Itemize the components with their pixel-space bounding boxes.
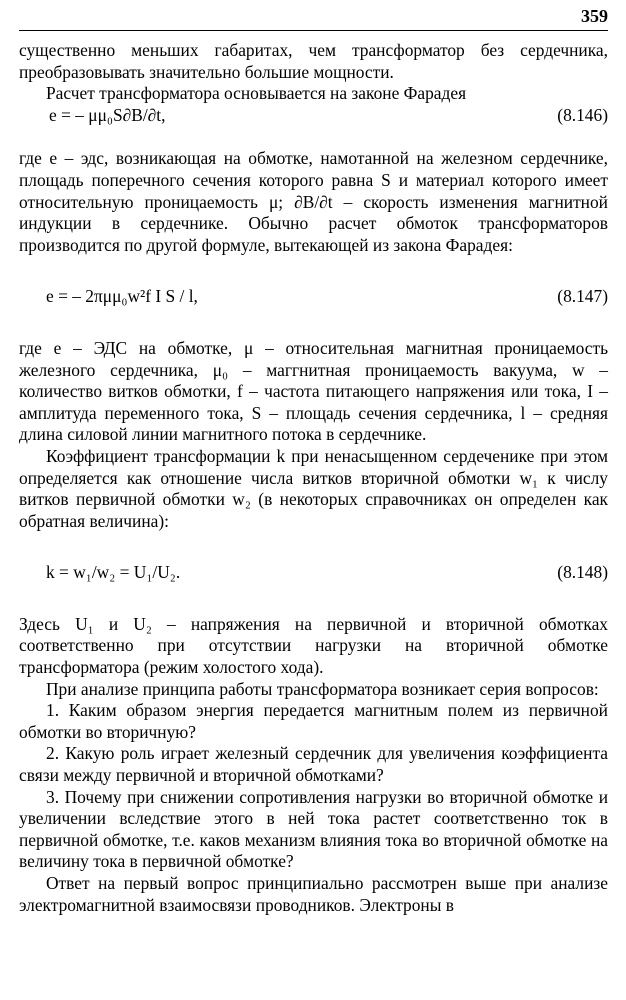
spacer [19, 256, 608, 286]
equation-8-147 [19, 286, 608, 308]
equation-number: (8.148) [557, 562, 608, 583]
paragraph-questions-intro: При анализе принципа работы трансформатора возникает серия вопросов: [46, 678, 599, 699]
equation-formula: e = – 2πμμ₀w²f I S / l, [46, 286, 198, 307]
paragraph-emf-definition: где e – эдс, возникающая на обмотке, намотанной на железном сердечнике, площадь поперечного сечения которого равна S и материал которого имеет относительную проницаемость μ; ∂B/∂t – скорость изменения магнитной индукции в сердечнике. Обычно расчет обмоток трансформаторов производится по другой формуле, вытекающей из закона Фарадея: [19, 148, 608, 255]
paragraph-faraday-intro: Расчет трансформатора основывается на законе Фарадея [46, 83, 467, 104]
equation-formula: k = w₁/w₂ = U₁/U₂. [46, 562, 181, 583]
paragraph-answer: Ответ на первый вопрос принципиально рассмотрен выше при анализе электромагнитной взаимосвязи проводников. Электроны в [19, 873, 608, 915]
question-3: 3. Почему при снижении сопротивления нагрузки во вторичной обмотке и увеличении вследствие этого в ней тока растет соответственно ток в первичной обмотке, т.е. каков механизм влияния тока во вторичной обмотке на величину тока в первичной обмотке? [19, 786, 608, 872]
spacer [19, 308, 608, 338]
paragraph-variables: где e – ЭДС на обмотке, μ – относительная магнитная проницаемость железного сердечника, μ₀ – маггнитная проницаемость вакуума, w – количество витков обмотки, f – частота питающего напряжения или тока, I – амплитуда переменного тока, S – площадь сечения сердечника, l – средняя длина силовой линии магнитного потока в сердечнике. [19, 337, 608, 445]
spacer [19, 584, 608, 614]
spacer [19, 532, 608, 562]
equation-number: (8.146) [557, 104, 608, 125]
paragraph-transformation-ratio: Коэффициент трансформации k при ненасыщенном сердеченике при этом определяется как отношение числа витков вторичной обмотки w₁ к числу витков первичной обмотки w₂ (в некоторых справочниках он определен как обратная величина): [19, 445, 608, 531]
equation-8-146 [19, 105, 608, 127]
equation-formula: e = – μμ₀S∂B/∂t, [49, 104, 166, 125]
question-2: 2. Какую роль играет железный сердечник для увеличения коэффициента связи между первичной и вторичной обмотками? [19, 743, 608, 786]
page-body [19, 40, 608, 916]
equation-8-148 [19, 562, 608, 584]
page-number: 359 [581, 6, 608, 26]
equation-number: (8.147) [557, 286, 608, 307]
question-1: 1. Каким образом энергия передается магнитным полем из первичной обмотки во вторичную? [19, 700, 608, 742]
paragraph-voltages: Здесь U₁ и U₂ – напряжения на первичной и вторичной обмотках соответственно при отсутствии нагрузки на вторичной обмотке трансформатора (режим холостого хода). [19, 613, 608, 678]
header-rule [19, 30, 608, 31]
paragraph-continuation: существенно меньших габаритах, чем трансформатор без сердечника, преобразовывать значительно большие мощности. [19, 40, 608, 82]
spacer [19, 126, 608, 148]
